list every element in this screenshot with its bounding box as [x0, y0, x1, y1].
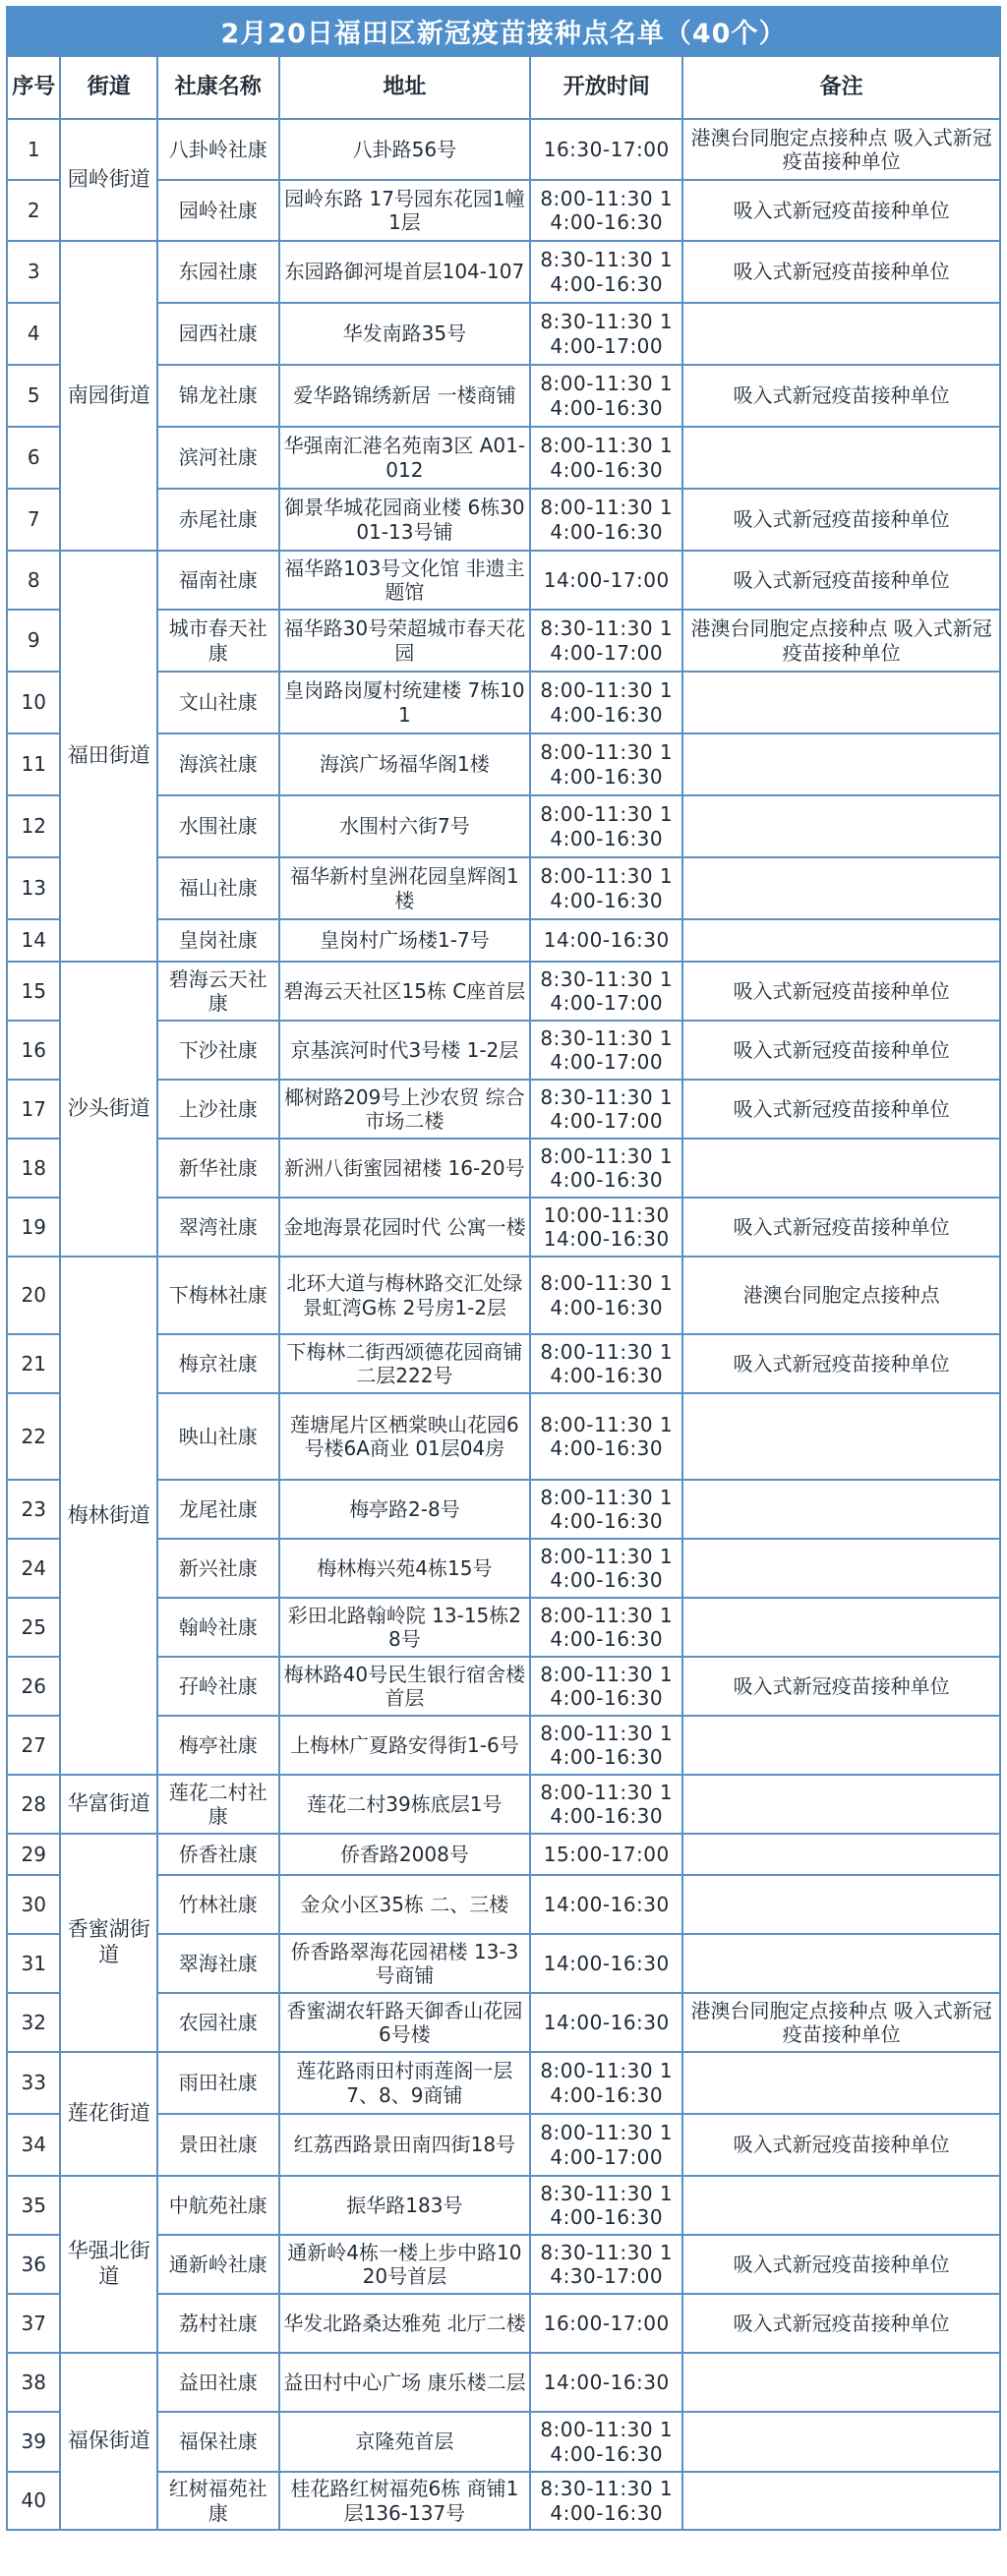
center-name: 滨河社康 [157, 427, 279, 489]
center-name: 园西社康 [157, 303, 279, 365]
center-name: 碧海云天社康 [157, 962, 279, 1021]
opening-hours: 8:00-11:30 14:00-16:30 [530, 1480, 682, 1539]
center-name: 下沙社康 [157, 1021, 279, 1080]
address: 水围村六街7号 [279, 795, 531, 857]
center-name: 上沙社康 [157, 1080, 279, 1139]
note [682, 2412, 1000, 2472]
center-name: 红树福苑社康 [157, 2472, 279, 2530]
center-name: 中航苑社康 [157, 2176, 279, 2235]
note: 吸入式新冠疫苗接种单位 [682, 365, 1000, 427]
address: 莲花二村39栋底层1号 [279, 1775, 531, 1834]
address: 碧海云天社区15栋 C座首层 [279, 962, 531, 1021]
note [682, 1834, 1000, 1875]
note: 吸入式新冠疫苗接种单位 [682, 180, 1000, 241]
row-number: 24 [7, 1539, 60, 1598]
address: 京隆苑首层 [279, 2412, 531, 2472]
table-row [7, 1775, 1000, 1834]
opening-hours: 8:00-11:30 14:00-16:30 [530, 672, 682, 733]
row-number: 29 [7, 1834, 60, 1875]
center-name: 翠湾社康 [157, 1198, 279, 1257]
note: 吸入式新冠疫苗接种单位 [682, 489, 1000, 551]
address: 侨香路2008号 [279, 1834, 531, 1875]
center-name: 皇岗社康 [157, 919, 279, 962]
address: 海滨广场福华阁1楼 [279, 733, 531, 795]
note: 港澳台同胞定点接种点 吸入式新冠疫苗接种单位 [682, 1993, 1000, 2052]
row-number: 21 [7, 1334, 60, 1393]
row-number: 40 [7, 2472, 60, 2530]
row-number: 15 [7, 962, 60, 1021]
address: 新洲八街蜜园裙楼 16-20号 [279, 1139, 531, 1198]
center-name: 福山社康 [157, 857, 279, 919]
row-number: 16 [7, 1021, 60, 1080]
opening-hours: 8:30-11:30 14:00-17:00 [530, 1080, 682, 1139]
opening-hours: 8:30-11:30 14:00-17:00 [530, 303, 682, 365]
header-center: 社康名称 [157, 56, 279, 119]
opening-hours: 8:00-11:30 14:00-16:30 [530, 489, 682, 551]
note [682, 1539, 1000, 1598]
opening-hours: 8:00-11:30 14:00-16:30 [530, 1657, 682, 1716]
table-row [7, 2353, 1000, 2412]
center-name: 莲花二村社康 [157, 1775, 279, 1834]
street-name: 福保街道 [60, 2353, 156, 2530]
table-row [7, 1834, 1000, 1875]
opening-hours: 8:00-11:30 14:00-16:30 [530, 1257, 682, 1334]
note [682, 1775, 1000, 1834]
row-number: 37 [7, 2294, 60, 2353]
opening-hours: 8:30-11:30 14:00-16:30 [530, 2472, 682, 2530]
vaccination-site-list [6, 6, 1001, 2531]
address: 御景华城花园商业楼 6栋3001-13号铺 [279, 489, 531, 551]
row-number: 30 [7, 1875, 60, 1934]
opening-hours: 16:30-17:00 [530, 119, 682, 180]
note [682, 2353, 1000, 2412]
center-name: 新华社康 [157, 1139, 279, 1198]
center-name: 福南社康 [157, 551, 279, 610]
note: 吸入式新冠疫苗接种单位 [682, 1657, 1000, 1716]
opening-hours: 8:30-11:30 14:30-17:00 [530, 2235, 682, 2294]
address: 福华路30号荣超城市春天花园 [279, 610, 531, 672]
opening-hours: 8:00-11:30 14:00-16:30 [530, 1775, 682, 1834]
row-number: 1 [7, 119, 60, 180]
note: 吸入式新冠疫苗接种单位 [682, 241, 1000, 303]
center-name: 荔村社康 [157, 2294, 279, 2353]
center-name: 翠海社康 [157, 1934, 279, 1993]
table-row [7, 241, 1000, 303]
opening-hours: 14:00-17:00 [530, 551, 682, 610]
row-number: 23 [7, 1480, 60, 1539]
opening-hours: 8:00-11:30 14:00-16:30 [530, 180, 682, 241]
center-name: 水围社康 [157, 795, 279, 857]
center-name: 梅亭社康 [157, 1716, 279, 1775]
address: 振华路183号 [279, 2176, 531, 2235]
note: 吸入式新冠疫苗接种单位 [682, 1198, 1000, 1257]
center-name: 通新岭社康 [157, 2235, 279, 2294]
header-hours: 开放时间 [530, 56, 682, 119]
table-row [7, 2176, 1000, 2235]
row-number: 3 [7, 241, 60, 303]
address: 爱华路锦绣新居 一楼商铺 [279, 365, 531, 427]
address: 京基滨河时代3号楼 1-2层 [279, 1021, 531, 1080]
address: 益田村中心广场 康乐楼二层 [279, 2353, 531, 2412]
opening-hours: 8:30-11:30 14:00-17:00 [530, 610, 682, 672]
street-name: 香蜜湖街道 [60, 1834, 156, 2052]
address: 侨香路翠海花园裙楼 13-3号商铺 [279, 1934, 531, 1993]
center-name: 园岭社康 [157, 180, 279, 241]
center-name: 文山社康 [157, 672, 279, 733]
note: 吸入式新冠疫苗接种单位 [682, 962, 1000, 1021]
note [682, 1934, 1000, 1993]
center-name: 孖岭社康 [157, 1657, 279, 1716]
opening-hours: 8:00-11:30 14:00-16:30 [530, 365, 682, 427]
center-name: 八卦岭社康 [157, 119, 279, 180]
address: 园岭东路 17号园东花园1幢1层 [279, 180, 531, 241]
note [682, 1480, 1000, 1539]
opening-hours: 14:00-16:30 [530, 1993, 682, 2052]
row-number: 4 [7, 303, 60, 365]
table-row [7, 119, 1000, 180]
address: 椰树路209号上沙农贸 综合市场二楼 [279, 1080, 531, 1139]
address: 彩田北路翰岭院 13-15栋28号 [279, 1598, 531, 1657]
note: 吸入式新冠疫苗接种单位 [682, 2114, 1000, 2176]
note [682, 1598, 1000, 1657]
opening-hours: 8:00-11:30 14:00-16:30 [530, 1716, 682, 1775]
note: 吸入式新冠疫苗接种单位 [682, 1021, 1000, 1080]
address: 东园路御河堤首层104-107 [279, 241, 531, 303]
address: 下梅林二街西颂德花园商铺二层222号 [279, 1334, 531, 1393]
row-number: 28 [7, 1775, 60, 1834]
table-row [7, 2052, 1000, 2114]
street-name: 华富街道 [60, 1775, 156, 1834]
center-name: 雨田社康 [157, 2052, 279, 2114]
row-number: 18 [7, 1139, 60, 1198]
table-row [7, 551, 1000, 610]
note [682, 427, 1000, 489]
note: 吸入式新冠疫苗接种单位 [682, 2294, 1000, 2353]
opening-hours: 16:00-17:00 [530, 2294, 682, 2353]
opening-hours: 8:00-11:30 14:00-16:30 [530, 857, 682, 919]
street-name: 南园街道 [60, 241, 156, 551]
row-number: 6 [7, 427, 60, 489]
address: 红荔西路景田南四街18号 [279, 2114, 531, 2176]
row-number: 19 [7, 1198, 60, 1257]
row-number: 11 [7, 733, 60, 795]
opening-hours: 8:30-11:30 14:00-16:30 [530, 241, 682, 303]
address: 华发北路桑达雅苑 北厅二楼 [279, 2294, 531, 2353]
street-name: 梅林街道 [60, 1257, 156, 1775]
row-number: 39 [7, 2412, 60, 2472]
row-number: 25 [7, 1598, 60, 1657]
center-name: 农园社康 [157, 1993, 279, 2052]
street-name: 福田街道 [60, 551, 156, 962]
note [682, 2052, 1000, 2114]
row-number: 36 [7, 2235, 60, 2294]
row-number: 7 [7, 489, 60, 551]
row-number: 32 [7, 1993, 60, 2052]
row-number: 2 [7, 180, 60, 241]
row-number: 17 [7, 1080, 60, 1139]
center-name: 益田社康 [157, 2353, 279, 2412]
note [682, 303, 1000, 365]
address: 上梅林广夏路安得街1-6号 [279, 1716, 531, 1775]
address: 梅林梅兴苑4栋15号 [279, 1539, 531, 1598]
address: 金众小区35栋 二、三楼 [279, 1875, 531, 1934]
note: 吸入式新冠疫苗接种单位 [682, 2235, 1000, 2294]
header-no: 序号 [7, 56, 60, 119]
opening-hours: 14:00-16:30 [530, 1875, 682, 1934]
center-name: 龙尾社康 [157, 1480, 279, 1539]
street-name: 华强北街道 [60, 2176, 156, 2353]
address: 金地海景花园时代 公寓一楼 [279, 1198, 531, 1257]
opening-hours: 8:00-11:30 14:00-16:30 [530, 1334, 682, 1393]
table-row [7, 962, 1000, 1021]
opening-hours: 8:30-11:30 14:00-16:30 [530, 2176, 682, 2235]
table-row [7, 1257, 1000, 1334]
opening-hours: 8:00-11:30 14:00-16:30 [530, 2412, 682, 2472]
center-name: 海滨社康 [157, 733, 279, 795]
note: 吸入式新冠疫苗接种单位 [682, 1080, 1000, 1139]
street-name: 沙头街道 [60, 962, 156, 1257]
address: 通新岭4栋一楼上步中路1020号首层 [279, 2235, 531, 2294]
opening-hours: 8:00-11:30 14:00-16:30 [530, 2052, 682, 2114]
header-street: 街道 [60, 56, 156, 119]
opening-hours: 8:00-11:30 14:00-17:00 [530, 2114, 682, 2176]
address: 香蜜湖农轩路天御香山花园6号楼 [279, 1993, 531, 2052]
center-name: 翰岭社康 [157, 1598, 279, 1657]
note [682, 1875, 1000, 1934]
opening-hours: 8:00-11:30 14:00-16:30 [530, 1139, 682, 1198]
street-name: 园岭街道 [60, 119, 156, 241]
table-header-row [7, 56, 1000, 119]
address: 华强南汇港名苑南3区 A01-012 [279, 427, 531, 489]
center-name: 映山社康 [157, 1393, 279, 1480]
center-name: 东园社康 [157, 241, 279, 303]
header-address: 地址 [279, 56, 531, 119]
row-number: 20 [7, 1257, 60, 1334]
note: 港澳台同胞定点接种点 吸入式新冠疫苗接种单位 [682, 119, 1000, 180]
note: 港澳台同胞定点接种点 [682, 1257, 1000, 1334]
center-name: 侨香社康 [157, 1834, 279, 1875]
row-number: 38 [7, 2353, 60, 2412]
note [682, 857, 1000, 919]
address: 八卦路56号 [279, 119, 531, 180]
address: 莲花路雨田村雨莲阁一层7、8、9商铺 [279, 2052, 531, 2114]
opening-hours: 8:00-11:30 14:00-16:30 [530, 1598, 682, 1657]
note [682, 1716, 1000, 1775]
center-name: 福保社康 [157, 2412, 279, 2472]
note [682, 733, 1000, 795]
opening-hours: 14:00-16:30 [530, 2353, 682, 2412]
address: 莲塘尾片区栖棠映山花园6号楼6A商业 01层04房 [279, 1393, 531, 1480]
center-name: 锦龙社康 [157, 365, 279, 427]
center-name: 景田社康 [157, 2114, 279, 2176]
opening-hours: 15:00-17:00 [530, 1834, 682, 1875]
row-number: 35 [7, 2176, 60, 2235]
address: 福华新村皇洲花园皇辉阁1楼 [279, 857, 531, 919]
center-name: 竹林社康 [157, 1875, 279, 1934]
note [682, 919, 1000, 962]
center-name: 梅京社康 [157, 1334, 279, 1393]
note [682, 672, 1000, 733]
address: 华发南路35号 [279, 303, 531, 365]
row-number: 26 [7, 1657, 60, 1716]
address: 皇岗村广场楼1-7号 [279, 919, 531, 962]
note [682, 1139, 1000, 1198]
row-number: 13 [7, 857, 60, 919]
row-number: 12 [7, 795, 60, 857]
row-number: 14 [7, 919, 60, 962]
address: 福华路103号文化馆 非遗主题馆 [279, 551, 531, 610]
address: 北环大道与梅林路交汇处绿景虹湾G栋 2号房1-2层 [279, 1257, 531, 1334]
row-number: 9 [7, 610, 60, 672]
note [682, 2472, 1000, 2530]
row-number: 27 [7, 1716, 60, 1775]
row-number: 33 [7, 2052, 60, 2114]
row-number: 34 [7, 2114, 60, 2176]
street-name: 莲花街道 [60, 2052, 156, 2176]
opening-hours: 14:00-16:30 [530, 919, 682, 962]
sites-table [6, 55, 1001, 2531]
note: 吸入式新冠疫苗接种单位 [682, 551, 1000, 610]
address: 梅林路40号民生银行宿舍楼首层 [279, 1657, 531, 1716]
page-title: 2月20日福田区新冠疫苗接种点名单（40个） [6, 6, 1001, 55]
opening-hours: 8:30-11:30 14:00-17:00 [530, 962, 682, 1021]
center-name: 赤尾社康 [157, 489, 279, 551]
note [682, 2176, 1000, 2235]
opening-hours: 8:00-11:30 14:00-16:30 [530, 1539, 682, 1598]
note [682, 1393, 1000, 1480]
row-number: 10 [7, 672, 60, 733]
opening-hours: 14:00-16:30 [530, 1934, 682, 1993]
opening-hours: 8:00-11:30 14:00-16:30 [530, 1393, 682, 1480]
row-number: 5 [7, 365, 60, 427]
opening-hours: 8:00-11:30 14:00-16:30 [530, 427, 682, 489]
row-number: 8 [7, 551, 60, 610]
header-note: 备注 [682, 56, 1000, 119]
opening-hours: 8:30-11:30 14:00-17:00 [530, 1021, 682, 1080]
address: 皇岗路岗厦村统建楼 7栋101 [279, 672, 531, 733]
center-name: 新兴社康 [157, 1539, 279, 1598]
row-number: 31 [7, 1934, 60, 1993]
opening-hours: 8:00-11:30 14:00-16:30 [530, 733, 682, 795]
note: 港澳台同胞定点接种点 吸入式新冠疫苗接种单位 [682, 610, 1000, 672]
note: 吸入式新冠疫苗接种单位 [682, 1334, 1000, 1393]
center-name: 城市春天社康 [157, 610, 279, 672]
note [682, 795, 1000, 857]
opening-hours: 8:00-11:30 14:00-16:30 [530, 795, 682, 857]
address: 梅亭路2-8号 [279, 1480, 531, 1539]
opening-hours: 10:00-11:30 14:00-16:30 [530, 1198, 682, 1257]
center-name: 下梅林社康 [157, 1257, 279, 1334]
table-body [7, 119, 1000, 2530]
row-number: 22 [7, 1393, 60, 1480]
address: 桂花路红树福苑6栋 商铺1层136-137号 [279, 2472, 531, 2530]
